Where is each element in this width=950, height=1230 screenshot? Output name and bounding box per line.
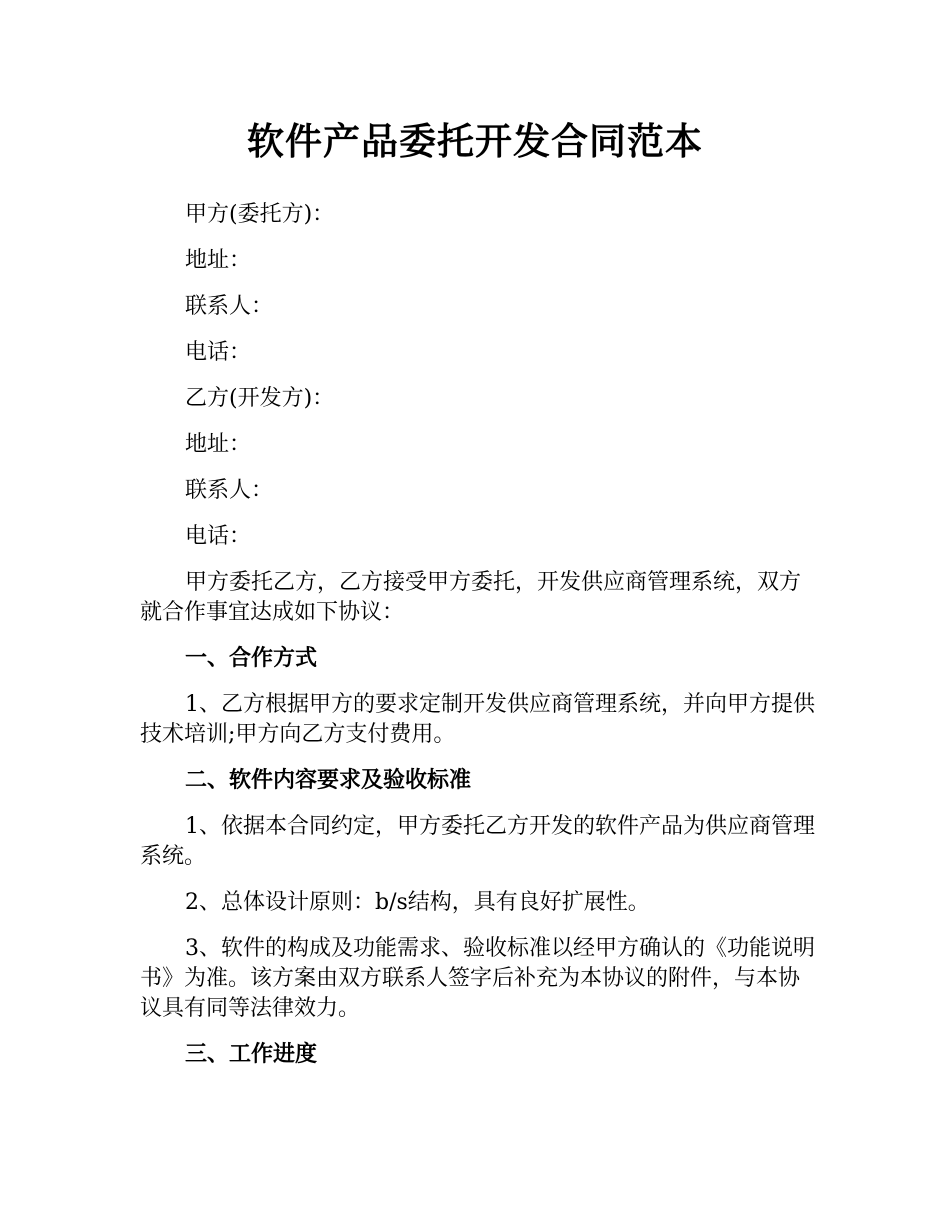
section-2-paragraph-3: 3、软件的构成及功能需求、验收标准以经甲方确认的《功能说明书》为准。该方案由双方联系人签字后补充为本协议的附件，与本协议具有同等法律效力。 bbox=[140, 936, 815, 1021]
document-body bbox=[140, 200, 820, 1086]
section-heading-cooperation: 一、合作方式 bbox=[185, 646, 318, 671]
party-a-label: 甲方(委托方)： bbox=[185, 202, 335, 227]
intro-paragraph: 甲方委托乙方，乙方接受甲方委托，开发供应商管理系统，双方就合作事宜达成如下协议： bbox=[140, 570, 802, 625]
party-a-contact: 联系人： bbox=[185, 294, 274, 319]
party-b-label: 乙方(开发方)： bbox=[185, 386, 335, 411]
document-title: 软件产品委托开发合同范本 bbox=[247, 120, 703, 163]
party-b-phone: 电话： bbox=[185, 524, 252, 549]
section-1-paragraph-1: 1、乙方根据甲方的要求定制开发供应商管理系统，并向甲方提供技术培训;甲方向乙方支付费用。 bbox=[140, 692, 815, 747]
party-a-address: 地址： bbox=[185, 248, 252, 273]
party-a-phone: 电话： bbox=[185, 340, 252, 365]
party-b-contact: 联系人： bbox=[185, 478, 274, 503]
party-b-address: 地址： bbox=[185, 432, 252, 457]
section-2-paragraph-1: 1、依据本合同约定，甲方委托乙方开发的软件产品为供应商管理系统。 bbox=[140, 814, 815, 869]
section-heading-schedule: 三、工作进度 bbox=[185, 1042, 318, 1067]
section-2-paragraph-2: 2、总体设计原则：b/s结构，具有良好扩展性。 bbox=[185, 890, 650, 915]
section-heading-requirements: 二、软件内容要求及验收标准 bbox=[185, 768, 472, 793]
